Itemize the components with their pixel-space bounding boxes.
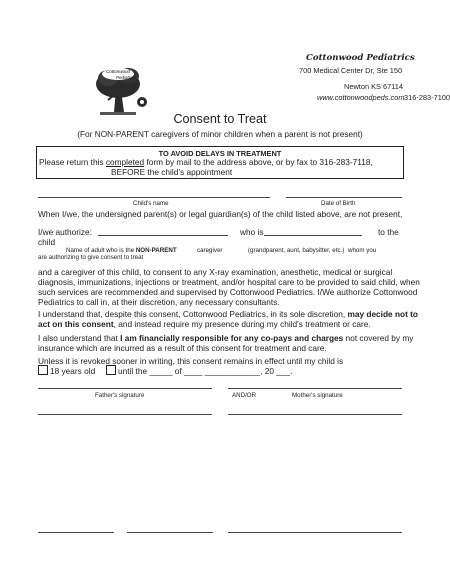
paragraph-2-line-1: and a caregiver of this child, to consent to any X-ray examination, anesthetic, medical or surgical: [38, 267, 393, 277]
logo-text-2: Pediatrics: [116, 75, 136, 80]
paragraph-5: Unless it is revoked sooner in writing, this consent remains in effect until my child is: [38, 356, 344, 366]
signature-line-3a[interactable]: [38, 532, 114, 533]
date-of-birth-field[interactable]: [286, 197, 402, 198]
paragraph-2-line-4: Pediatrics to call in, at their discretion, any necessary consultants.: [38, 297, 280, 307]
signature-line-3b[interactable]: [127, 532, 213, 533]
clinic-name: Cottonwood Pediatrics: [306, 53, 415, 63]
date-of-birth-label: Date of Birth: [321, 200, 356, 207]
paragraph-2-line-3: such services are recommended and supervised by Cottonwood Pediatrics. I/We authorize Cottonwood: [38, 287, 418, 297]
option-18-years[interactable]: 18 years old: [38, 365, 95, 376]
logo-text-1: Cottonwood: [106, 69, 131, 74]
mothers-signature-label: Mother's signature: [292, 392, 343, 399]
paragraph-2-line-2: diagnosis, immunizations, injections or treatment, and/or hospital care to be provided to said child, when: [38, 277, 420, 287]
authorize-label: I/we authorize:: [38, 227, 92, 237]
signature-line-2b[interactable]: [228, 414, 402, 415]
caregiver-helper-authorizing: are authorizing to give consent to treat: [38, 254, 144, 261]
childs-name-field[interactable]: [38, 197, 270, 198]
notice-heading: TO AVOID DELAYS IN TREATMENT: [158, 149, 282, 158]
notice-box: [36, 146, 404, 179]
clinic-address-1: 700 Medical Center Dr, Ste 150: [299, 66, 403, 75]
relationship-field[interactable]: [264, 235, 362, 236]
fathers-signature-field[interactable]: [38, 388, 212, 389]
signature-line-3c[interactable]: [228, 532, 402, 533]
checkbox-until-date[interactable]: [106, 365, 116, 375]
form-subtitle: (For NON-PARENT caregivers of minor children when a parent is not present): [77, 129, 363, 139]
fathers-signature-label: Father's signature: [95, 392, 145, 399]
notice-line-2: BEFORE the child’s appointment: [111, 167, 233, 177]
paragraph-4-line-2: insurance which are incurred as a result of this consent for treatment and care.: [38, 343, 327, 353]
caregiver-name-field[interactable]: [98, 235, 228, 236]
who-is-label: who is: [240, 227, 264, 237]
caregiver-helper-examples: (grandparent, aunt, babysitter, etc.): [248, 247, 345, 254]
form-title: Consent to Treat: [173, 112, 267, 126]
caregiver-helper-caregiver: caregiver: [197, 247, 223, 254]
paragraph-3-line-2: act on this consent, and instead require my presence during my child's treatment or care.: [38, 319, 371, 329]
clinic-website: www.cottonwoodpeds.com: [317, 93, 405, 102]
clinic-phone: 316-283-7100: [404, 93, 450, 102]
signature-line-2a[interactable]: [38, 414, 212, 415]
and-or-label: AND/OR: [232, 392, 257, 399]
clinic-address-2: Newton KS 67114: [344, 82, 404, 91]
mothers-signature-field[interactable]: [228, 388, 402, 389]
paragraph-3-line-1: I understand that, despite this consent, Cottonwood Pediatrics, in its sole discretion, may decide not to: [38, 309, 419, 319]
to-the-label: to the: [378, 227, 399, 237]
paragraph-1: When I/we, the undersigned parent(s) or legal guardian(s) of the child listed above, are not present,: [38, 209, 403, 219]
checkbox-18-years[interactable]: [38, 365, 48, 375]
notice-line-1: Please return this completed form by mail to the address above, or by fax to 316-283-7118,: [39, 157, 373, 167]
caregiver-helper-whom: whom you: [348, 247, 377, 254]
paragraph-4-line-1: I also understand that I am financially responsible for any co-pays and charges not covered by my: [38, 333, 414, 343]
childs-name-label: Child's name: [133, 200, 169, 207]
child-label: child: [38, 237, 56, 247]
caregiver-helper-text: Name of adult who is the NON-PARENT: [66, 247, 177, 254]
option-until-date[interactable]: until the _____ of ____ ____________, 20 ___.: [106, 365, 292, 376]
